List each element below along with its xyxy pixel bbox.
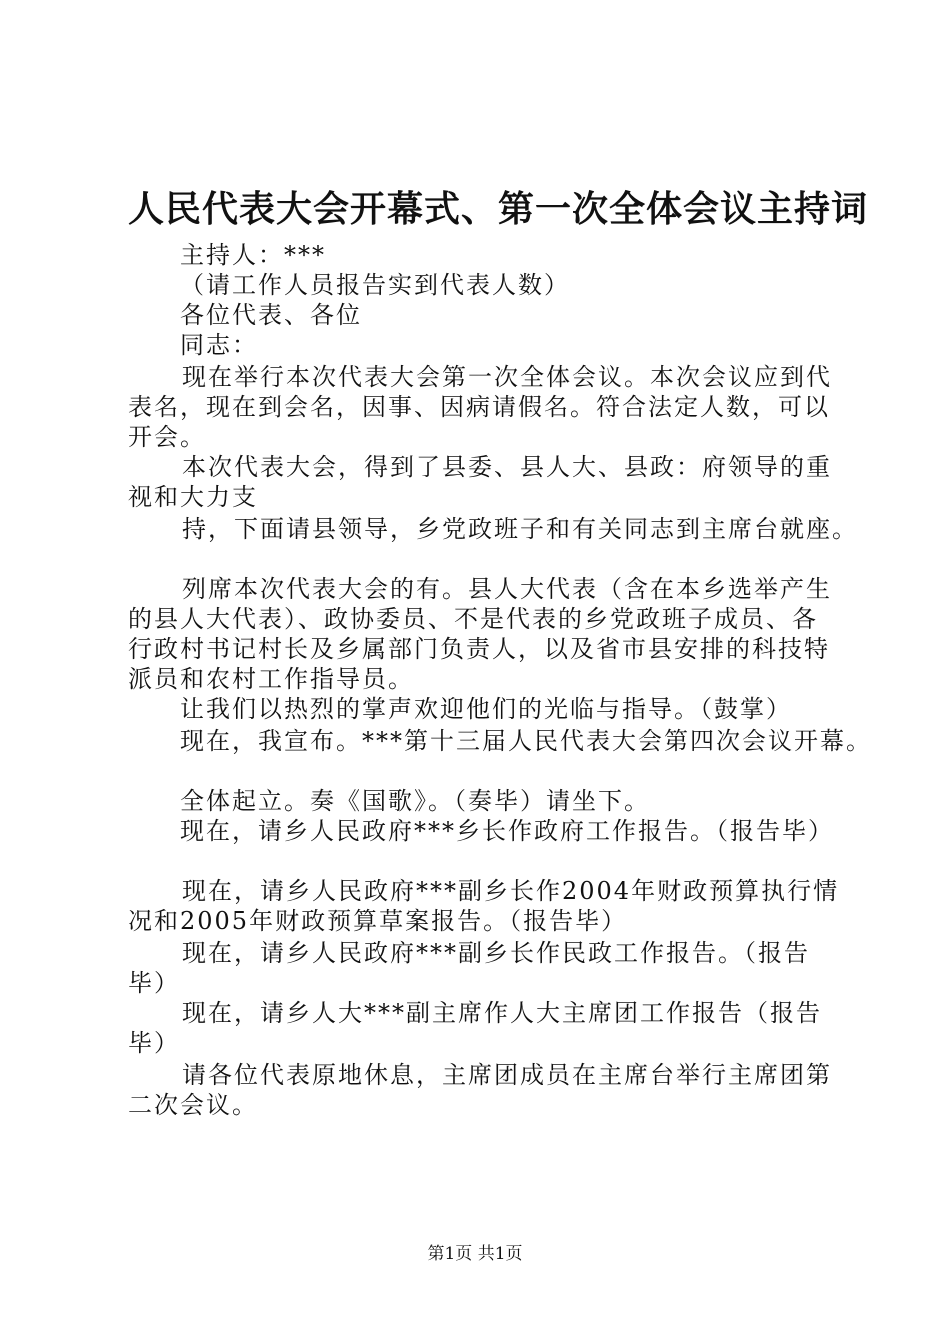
paragraph-line: 请各位代表原地休息，主席团成员在主席台举行主席团第	[182, 1061, 832, 1089]
instruction-line: （请工作人员报告实到代表人数）	[180, 271, 570, 299]
paragraph-line: 列席本次代表大会的有。县人大代表（含在本乡选举产生	[182, 575, 832, 603]
paragraph-line: 现在，请乡人民政府***乡长作政府工作报告。（报告毕）	[180, 817, 834, 845]
paragraph-line: 各位代表、各位	[180, 301, 362, 329]
paragraph-line: 况和2005年财政预算草案报告。（报告毕）	[128, 907, 628, 935]
paragraph-line: 全体起立。奏《国歌》。（奏毕）请坐下。	[180, 787, 650, 815]
paragraph-line: 视和大力支	[128, 483, 258, 511]
paragraph-line: 现在，请乡人民政府***副乡长作民政工作报告。（报告	[182, 939, 810, 967]
paragraph-line: 现在举行本次代表大会第一次全体会议。本次会议应到代	[182, 363, 832, 391]
host-line: 主持人：***	[180, 241, 326, 269]
paragraph-line: 持，下面请县领导，乡党政班子和有关同志到主席台就座。	[182, 515, 858, 543]
paragraph-line: 毕）	[128, 1029, 180, 1057]
paragraph-line: 行政村书记村长及乡属部门负责人，以及省市县安排的科技特	[128, 635, 830, 663]
paragraph-line: 同志：	[180, 331, 258, 359]
paragraph-line: 现在，请乡人大***副主席作人大主席团工作报告（报告	[182, 999, 822, 1027]
paragraph-line: 毕）	[128, 969, 180, 997]
paragraph-line: 现在，请乡人民政府***副乡长作2004年财政预算执行情	[182, 877, 840, 905]
paragraph-line: 开会。	[128, 423, 206, 451]
paragraph-line: 的县人大代表）、政协委员、不是代表的乡党政班子成员、各	[128, 605, 818, 633]
paragraph-line: 让我们以热烈的掌声欢迎他们的光临与指导。（鼓掌）	[180, 695, 792, 723]
paragraph-line: 本次代表大会，得到了县委、县人大、县政：府领导的重	[182, 453, 832, 481]
paragraph-line: 派员和农村工作指导员。	[128, 665, 414, 693]
page-footer: 第1页 共1页	[427, 1244, 523, 1264]
paragraph-line: 二次会议。	[128, 1091, 258, 1119]
paragraph-line: 表名，现在到会名，因事、因病请假名。符合法定人数，可以	[128, 393, 830, 421]
document-title: 人民代表大会开幕式、第一次全体会议主持词	[128, 188, 869, 230]
paragraph-line: 现在，我宣布。***第十三届人民代表大会第四次会议开幕。	[180, 727, 872, 755]
